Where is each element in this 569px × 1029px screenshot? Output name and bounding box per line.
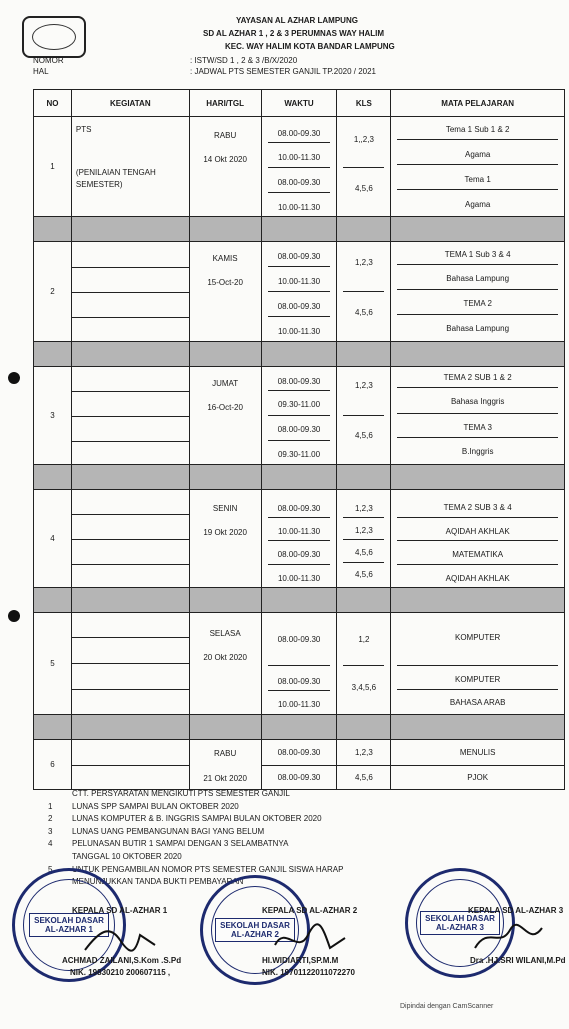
table-row (34, 367, 565, 465)
kelas: 1,2 (358, 635, 370, 644)
kls-cell (337, 613, 391, 715)
row-number: 1 (34, 117, 72, 217)
hal-value: : JADWAL PTS SEMESTER GANJIL TP.2020 / 2021 (190, 67, 376, 76)
waktu-cell (261, 117, 337, 217)
note-item: 1 LUNAS SPP SAMPAI BULAN OKTOBER 2020 (48, 801, 239, 811)
scanner-watermark: Dipindai dengan CamScanner (400, 1003, 494, 1010)
mapel-cell (391, 613, 565, 715)
kelas: 1,2,3 (354, 381, 373, 390)
waktu: 08.00-09.30 (277, 677, 321, 686)
separator-row (34, 588, 565, 613)
note-item: 2 LUNAS KOMPUTER & B. INGGRIS SAMPAI BULAN OKTOBER 2020 (48, 814, 322, 824)
waktu: 09.30-11.00 (277, 400, 321, 409)
kegiatan-cell (71, 740, 189, 790)
mata-pelajaran: MENULIS (459, 748, 496, 757)
hari: JUMAT (212, 379, 239, 388)
handwritten-signature-3 (470, 918, 550, 958)
row-number: 4 (34, 490, 72, 588)
mata-pelajaran: Tema 1 Sub 1 & 2 (445, 125, 510, 134)
waktu: 10.00-11.30 (277, 153, 321, 162)
header-hari-tgl: HARI/TGL (189, 90, 261, 117)
mata-pelajaran: KOMPUTER (454, 675, 501, 684)
hari-cell (189, 117, 261, 217)
waktu: 08.00-09.30 (277, 377, 321, 386)
kegiatan-cell (71, 613, 189, 715)
mata-pelajaran: AQIDAH AKHLAK (445, 527, 510, 536)
note-item: 5 UNTUK PENGAMBILAN NOMOR PTS SEMESTER GANJIL SISWA HARAP (48, 864, 344, 874)
waktu: 10.00-11.30 (277, 327, 321, 336)
kelas: 4,5,6 (354, 308, 373, 317)
mata-pelajaran: AQIDAH AKHLAK (445, 574, 510, 583)
table-row (34, 242, 565, 342)
school-address: KEC. WAY HALIM KOTA BANDAR LAMPUNG (225, 42, 395, 51)
mata-pelajaran: KOMPUTER (454, 633, 501, 642)
nomor-label: NOMOR (33, 56, 64, 65)
kelas: 4,5,6 (354, 184, 373, 193)
tanggal: 14 Okt 2020 (203, 155, 247, 164)
table-row (34, 490, 565, 588)
hari-cell (189, 242, 261, 342)
kelas: 1,2,3 (354, 258, 373, 267)
row-number: 6 (34, 740, 72, 790)
separator-row (34, 465, 565, 490)
waktu: 08.00-09.30 (277, 302, 321, 311)
waktu: 08.00-09.30 (277, 773, 321, 782)
waktu: 08.00-09.30 (277, 635, 321, 644)
mata-pelajaran: Bahasa Lampung (446, 274, 510, 283)
mata-pelajaran: TEMA 2 SUB 3 & 4 (443, 503, 512, 512)
school-stamp-3: SEKOLAH DASAR AL-AZHAR 3 (405, 868, 515, 978)
hari: KAMIS (212, 254, 238, 263)
kelas: 3,4,5,6 (351, 683, 377, 692)
waktu-cell (261, 242, 337, 342)
header-kegiatan: KEGIATAN (71, 90, 189, 117)
tanggal: 16-Oct-20 (207, 403, 243, 412)
kelas: 1,2,3 (354, 526, 373, 535)
waktu: 10.00-11.30 (277, 277, 321, 286)
waktu-cell (261, 367, 337, 465)
signature-title-1: KEPALA SD AL-AZHAR 1 (72, 906, 168, 915)
punch-hole (8, 610, 20, 622)
waktu: 08.00-09.30 (277, 129, 321, 138)
kelas: 4,5,6 (354, 570, 373, 579)
waktu: 08.00-09.30 (277, 748, 321, 757)
kelas: 1,2,3 (354, 748, 373, 757)
mata-pelajaran: Agama (464, 200, 491, 209)
signatory-name-3: Dra .HJ.SRI WILANI,M.Pd (470, 956, 566, 965)
mapel-cell (391, 117, 565, 217)
kelas: 4,5,6 (354, 431, 373, 440)
school-name: SD AL AZHAR 1 , 2 & 3 PERUMNAS WAY HALIM (203, 29, 385, 38)
mata-pelajaran: Bahasa Inggris (450, 397, 505, 406)
note-item: 4 PELUNASAN BUTIR 1 SAMPAI DENGAN 3 SELAMBATNYA (48, 839, 289, 849)
waktu-cell (261, 740, 337, 790)
kegiatan-pts: PTS (75, 125, 92, 134)
kegiatan-cell (71, 117, 189, 217)
kls-cell (337, 490, 391, 588)
table-row (34, 613, 565, 715)
separator-row (34, 715, 565, 740)
mata-pelajaran: BAHASA ARAB (449, 698, 506, 707)
kls-cell (337, 367, 391, 465)
waktu: 09.30-11.00 (277, 450, 321, 459)
hari: SENIN (212, 504, 238, 513)
mata-pelajaran: TEMA 3 (463, 423, 492, 432)
row-number: 2 (34, 242, 72, 342)
separator-row (34, 217, 565, 242)
hari: RABU (214, 131, 237, 140)
signatory-nik-1: NIK. 19830210 200607115 , (70, 968, 171, 977)
hari: RABU (214, 749, 237, 758)
note-item: 3 LUNAS UANG PEMBANGUNAN BAGI YANG BELUM (48, 826, 265, 836)
kegiatan-cell (71, 490, 189, 588)
mata-pelajaran: Agama (464, 150, 491, 159)
waktu-cell (261, 490, 337, 588)
waktu: 08.00-09.30 (277, 252, 321, 261)
mapel-cell (391, 367, 565, 465)
header-kls: KLS (337, 90, 391, 117)
mapel-cell (391, 490, 565, 588)
hari-cell (189, 740, 261, 790)
kelas: 4,5,6 (354, 773, 373, 782)
signature-title-3: KEPALA SD AL-AZHAR 3 (468, 906, 564, 915)
signatory-name-2: HI.WIDIARTI,SP.M.M (262, 956, 339, 965)
kegiatan-cell (71, 367, 189, 465)
kelas: 1,2,3 (354, 504, 373, 513)
waktu: 08.00-09.30 (277, 504, 321, 513)
mapel-cell (391, 242, 565, 342)
school-stamp-1: SEKOLAH DASAR AL-AZHAR 1 (12, 868, 126, 982)
hal-label: HAL (33, 67, 49, 76)
mata-pelajaran: TEMA 1 Sub 3 & 4 (444, 250, 511, 259)
waktu: 08.00-09.30 (277, 550, 321, 559)
hari-cell (189, 490, 261, 588)
nomor-value: : ISTW/SD 1 , 2 & 3 /B/X/2020 (190, 56, 298, 65)
school-stamp-2: SEKOLAH DASAR AL-AZHAR 2 (200, 875, 310, 985)
hari: SELASA (209, 629, 241, 638)
waktu: 10.00-11.30 (277, 700, 321, 709)
hari-cell (189, 367, 261, 465)
mata-pelajaran: TEMA 2 (463, 299, 492, 308)
notes-title: CTT. PERSYARATAN MENGIKUTI PTS SEMESTER GANJIL (72, 789, 290, 798)
kls-cell (337, 740, 391, 790)
mata-pelajaran: Bahasa Lampung (446, 324, 510, 333)
waktu: 08.00-09.30 (277, 425, 321, 434)
mapel-cell (391, 740, 565, 790)
schedule-table (33, 89, 565, 790)
row-number: 5 (34, 613, 72, 715)
mata-pelajaran: MATEMATIKA (452, 550, 504, 559)
mata-pelajaran: TEMA 2 SUB 1 & 2 (443, 373, 512, 382)
header-mata-pelajaran: MATA PELAJARAN (391, 90, 565, 117)
tanggal: 19 Okt 2020 (203, 528, 247, 537)
handwritten-signature-2 (270, 920, 350, 960)
tanggal: 21 Okt 2020 (203, 774, 247, 783)
note-item: TANGGAL 10 OKTOBER 2020 (72, 851, 182, 861)
waktu-cell (261, 613, 337, 715)
mata-pelajaran: Tema 1 (464, 175, 491, 184)
hari-cell (189, 613, 261, 715)
note-item: MENUNJUKKAN TANDA BUKTI PEMBAYARAN (72, 877, 244, 887)
kegiatan-desc: (PENILAIAN TENGAH SEMESTER) (75, 168, 156, 189)
header-waktu: WAKTU (261, 90, 337, 117)
punch-hole (8, 372, 20, 384)
mata-pelajaran: PJOK (467, 773, 489, 782)
kls-cell (337, 117, 391, 217)
signatory-nik-2: NIK. 19701122011072270 (262, 968, 355, 977)
signature-title-2: KEPALA SD AL-AZHAR 2 (262, 906, 358, 915)
waktu: 08.00-09.30 (277, 178, 321, 187)
kelas: 1,,2,3 (353, 135, 374, 144)
mata-pelajaran: B.Inggris (461, 447, 494, 456)
foundation-name: YAYASAN AL AZHAR LAMPUNG (236, 16, 358, 25)
separator-row (34, 342, 565, 367)
waktu: 10.00-11.30 (277, 527, 321, 536)
tanggal: 15-Oct-20 (207, 278, 243, 287)
row-number: 3 (34, 367, 72, 465)
kelas: 4,5,6 (354, 548, 373, 557)
tanggal: 20 Okt 2020 (203, 653, 247, 662)
school-logo (22, 16, 86, 58)
signatory-name-1: ACHMAD ZAILANI,S.Kom .S.Pd (62, 956, 182, 965)
waktu: 10.00-11.30 (277, 574, 321, 583)
header-no: NO (34, 90, 72, 117)
waktu: 10.00-11.30 (277, 203, 321, 212)
kegiatan-cell (71, 242, 189, 342)
handwritten-signature-1 (80, 920, 160, 960)
table-row (34, 740, 565, 790)
table-header-row (34, 90, 565, 117)
table-row (34, 117, 565, 217)
kls-cell (337, 242, 391, 342)
